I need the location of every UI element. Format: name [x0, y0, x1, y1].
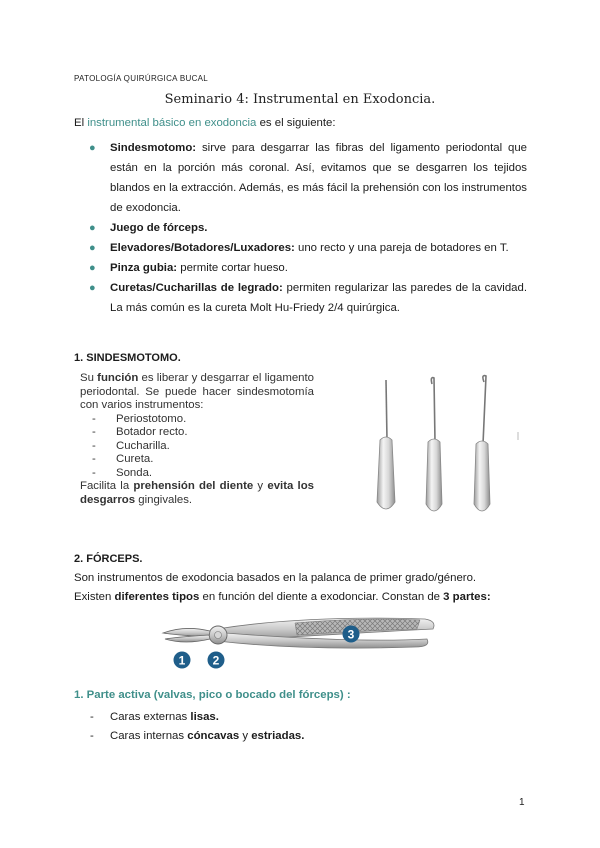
forceps-hinge	[209, 626, 227, 644]
sindesmotomo-image-text	[80, 372, 314, 507]
bullet-icon: ●	[89, 222, 96, 234]
bullet-text: sirve para desgarrar las fibras del ligamento periodontal que están en la porción más coronal. Así, evitamos que se desgarren los tejidos blandos en la extracción. Además, es más fácil la prehensión con los instrumentos de exodoncia.	[110, 142, 527, 214]
intro-highlight: instrumental básico en exodoncia	[87, 117, 257, 129]
list-item: - Sonda.	[92, 466, 153, 479]
list-item	[86, 278, 527, 318]
list-item: - Periostotomo.	[92, 412, 187, 425]
forceps-beaks	[163, 628, 210, 642]
list-item	[86, 138, 527, 218]
bullet-icon: ●	[89, 282, 96, 294]
instrument-list	[86, 138, 527, 318]
list-item: - Botador recto.	[92, 426, 188, 438]
page-number: 1	[519, 797, 525, 808]
list-item	[86, 218, 527, 238]
bullet-term: Elevadores/Botadores/Luxadores:	[110, 242, 295, 254]
section1-heading: 1. SINDESMOTOMO.	[74, 352, 181, 364]
intro-line	[74, 117, 336, 129]
active-part-list	[90, 708, 304, 746]
list-item	[86, 238, 527, 258]
bullet-term: Juego de fórceps.	[110, 222, 208, 234]
section2-line-2: Existen diferentes tipos en función del diente a exodonciar. Constan de 3 partes:	[74, 591, 491, 603]
svg-text:1: 1	[178, 653, 186, 668]
svg-text:2: 2	[212, 653, 220, 668]
forceps-illustration	[155, 611, 445, 673]
bullet-icon: ●	[89, 242, 96, 254]
bullet-term: Sindesmotomo:	[110, 142, 197, 154]
intro-after: es el siguiente:	[259, 117, 336, 129]
bullet-icon: ●	[89, 262, 96, 274]
section2-line-1: Son instrumentos de exodoncia basados en la palanca de primer grado/género.	[74, 572, 477, 584]
img-paragraph-1: Su función es liberar y desgarrar el ligamento periodontal. Se puede hacer sindesmotomía con varios instrumentos:	[80, 372, 314, 411]
list-item: - Caras externas lisas.	[90, 711, 219, 723]
page-header: PATOLOGÍA QUIRÚRGICA BUCAL	[74, 74, 209, 83]
list-item: - Cureta.	[92, 453, 154, 465]
forceps-handle	[217, 618, 434, 648]
bullet-term: Pinza gubia:	[110, 262, 178, 274]
page-title: Seminario 4: Instrumental en Exodoncia.	[164, 92, 436, 107]
label-badge-1	[174, 652, 191, 669]
subsection-heading: 1. Parte activa (valvas, pico o bocado del fórceps) :	[74, 689, 351, 701]
instrument-3	[474, 376, 490, 511]
list-item: - Cucharilla.	[92, 439, 170, 452]
bullet-text: permiten regularizar las paredes de la cavidad. La más común es la cureta Molt Hu-Friedy 2/4 quirúrgica.	[110, 282, 527, 314]
instrument-1	[377, 380, 395, 509]
section2-heading: 2. FÓRCEPS.	[74, 553, 143, 565]
list-item: - Caras internas cóncavas y estriadas.	[90, 730, 305, 742]
svg-text:3: 3	[347, 627, 355, 642]
label-badge-2	[208, 652, 225, 669]
instrument-2	[426, 378, 442, 511]
intro-before: El	[74, 117, 85, 129]
list-item	[86, 258, 527, 278]
bullet-term: Curetas/Cucharillas de legrado:	[110, 282, 283, 294]
bullet-text: uno recto y una pareja de botadores en T.	[294, 242, 509, 254]
label-badge-3	[343, 626, 360, 643]
img-paragraph-2: Facilita la prehensión del diente y evita los desgarros gingivales.	[80, 480, 314, 506]
img-instrument-list	[80, 413, 314, 481]
sindesmotomo-instruments-illustration	[355, 372, 530, 520]
bullet-text: permite cortar hueso.	[177, 262, 288, 274]
bullet-icon: ●	[89, 142, 96, 154]
